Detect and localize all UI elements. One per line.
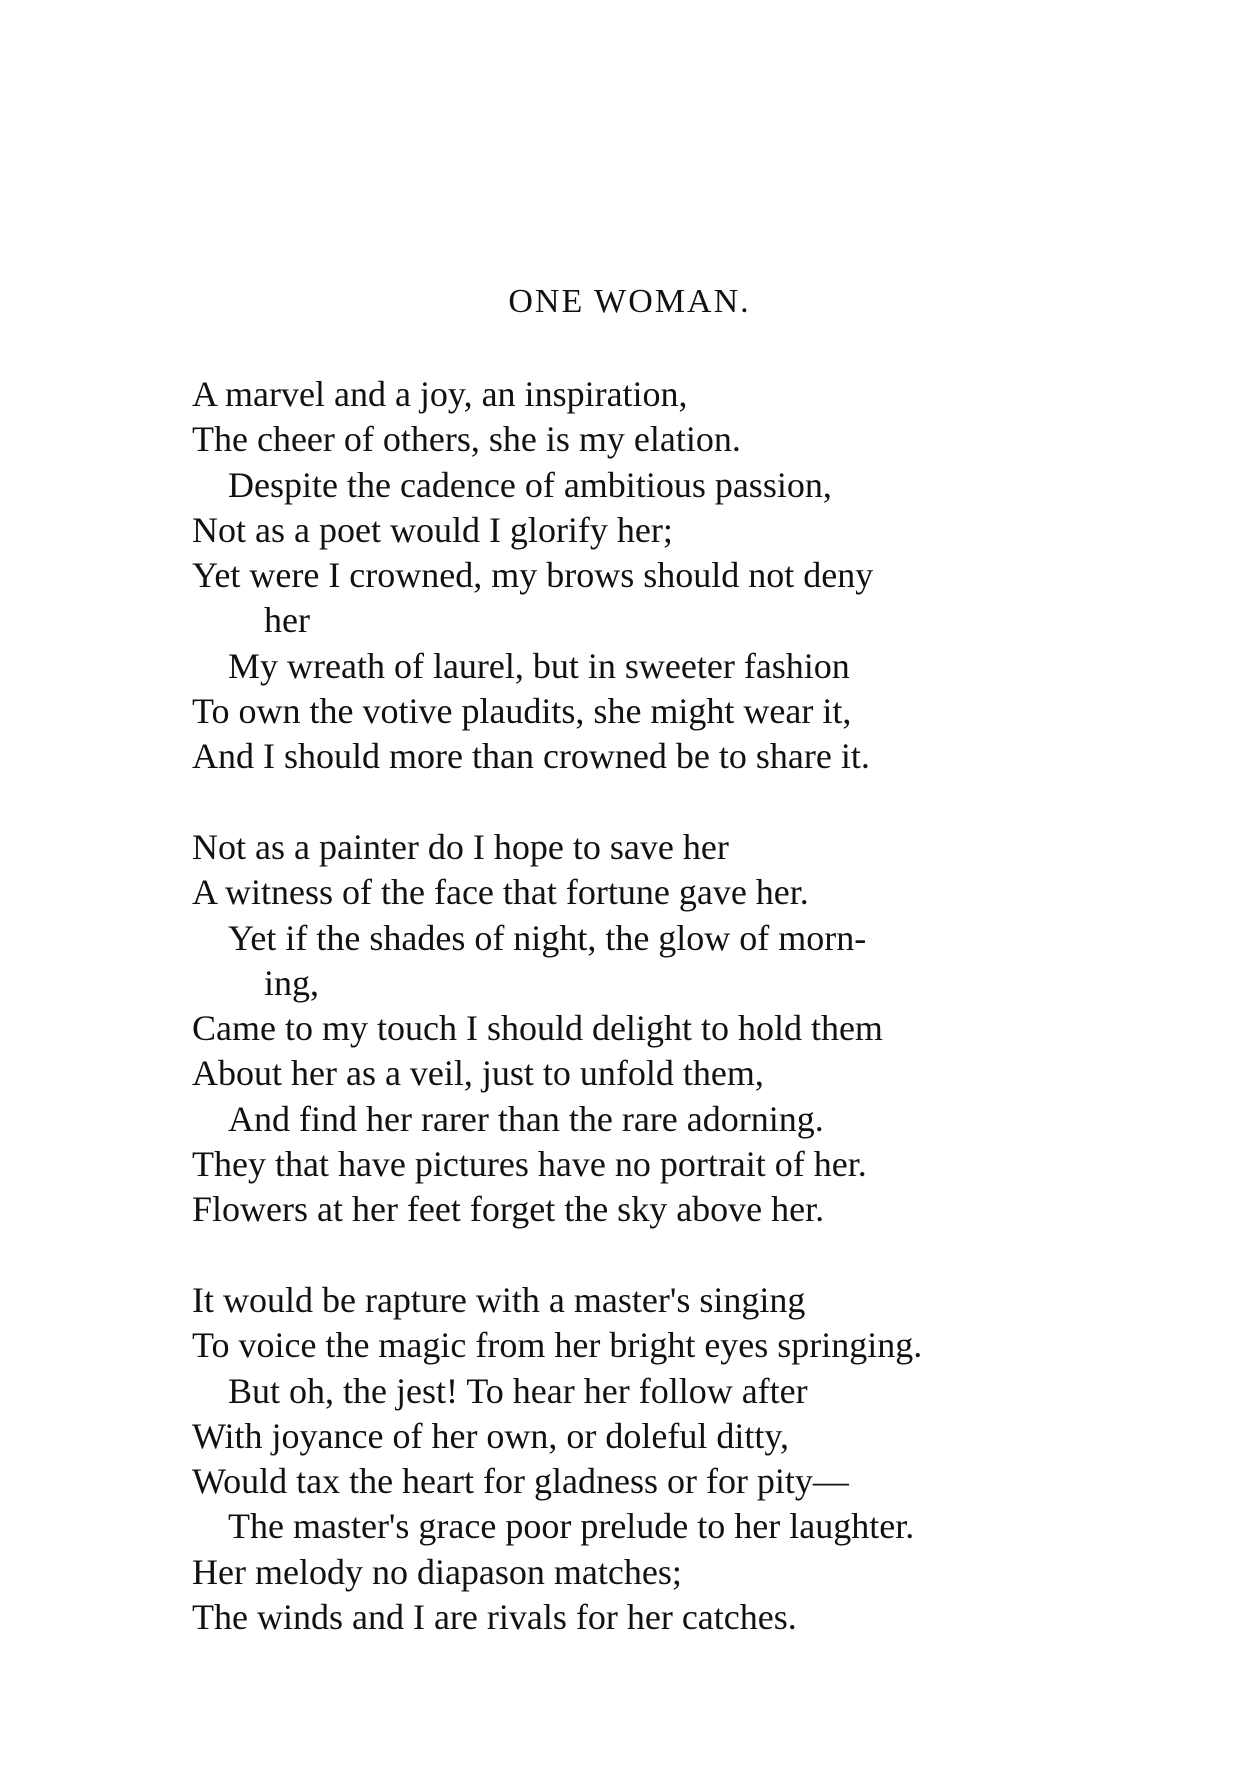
poem-body [192,372,1092,1640]
poem-line: Yet if the shades of night, the glow of morn- [228,917,867,958]
poem-line: The winds and I are rivals for her catches. [192,1597,797,1638]
poem-line: To voice the magic from her bright eyes springing. [192,1325,923,1366]
stanza-1 [192,372,1092,780]
poem-line: My wreath of laurel, but in sweeter fashion [228,645,850,686]
poem-line: The cheer of others, she is my elation. [192,419,741,460]
poem-line: And I should more than crowned be to share it. [192,736,870,777]
poem-line: ing, [264,962,320,1003]
poem-line: To own the votive plaudits, she might wear it, [192,691,852,732]
poem-line: Came to my touch I should delight to hold them [192,1008,883,1049]
stanza-2 [192,825,1092,1233]
poem-line: Her melody no diapason matches; [192,1551,682,1592]
poem-line: A marvel and a joy, an inspiration, [192,374,688,414]
poem-line: But oh, the jest! To hear her follow after [228,1370,808,1411]
stanza-3 [192,1278,1092,1640]
poem-line: Flowers at her feet forget the sky above her. [192,1189,825,1230]
poem-line: They that have pictures have no portrait of her. [192,1144,867,1185]
poem-title: ONE WOMAN. [508,283,751,320]
poem-line: Not as a painter do I hope to save her [192,826,729,867]
poem-line: The master's grace poor prelude to her laughter. [228,1506,915,1547]
poem-line: Yet were I crowned, my brows should not deny [192,555,874,596]
poem-line: It would be rapture with a master's singing [192,1279,806,1320]
poem-line: And find her rarer than the rare adorning. [228,1098,824,1139]
poem-line: Not as a poet would I glorify her; [192,509,673,550]
poem-line: A witness of the face that fortune gave her. [192,872,809,913]
poem-line: About her as a veil, just to unfold them, [192,1053,764,1094]
poem-line: Despite the cadence of ambitious passion, [228,464,832,505]
poem-line: With joyance of her own, or doleful ditty, [192,1415,790,1456]
poem-line: Would tax the heart for gladness or for pity— [192,1461,849,1502]
poem-line: her [264,600,310,641]
